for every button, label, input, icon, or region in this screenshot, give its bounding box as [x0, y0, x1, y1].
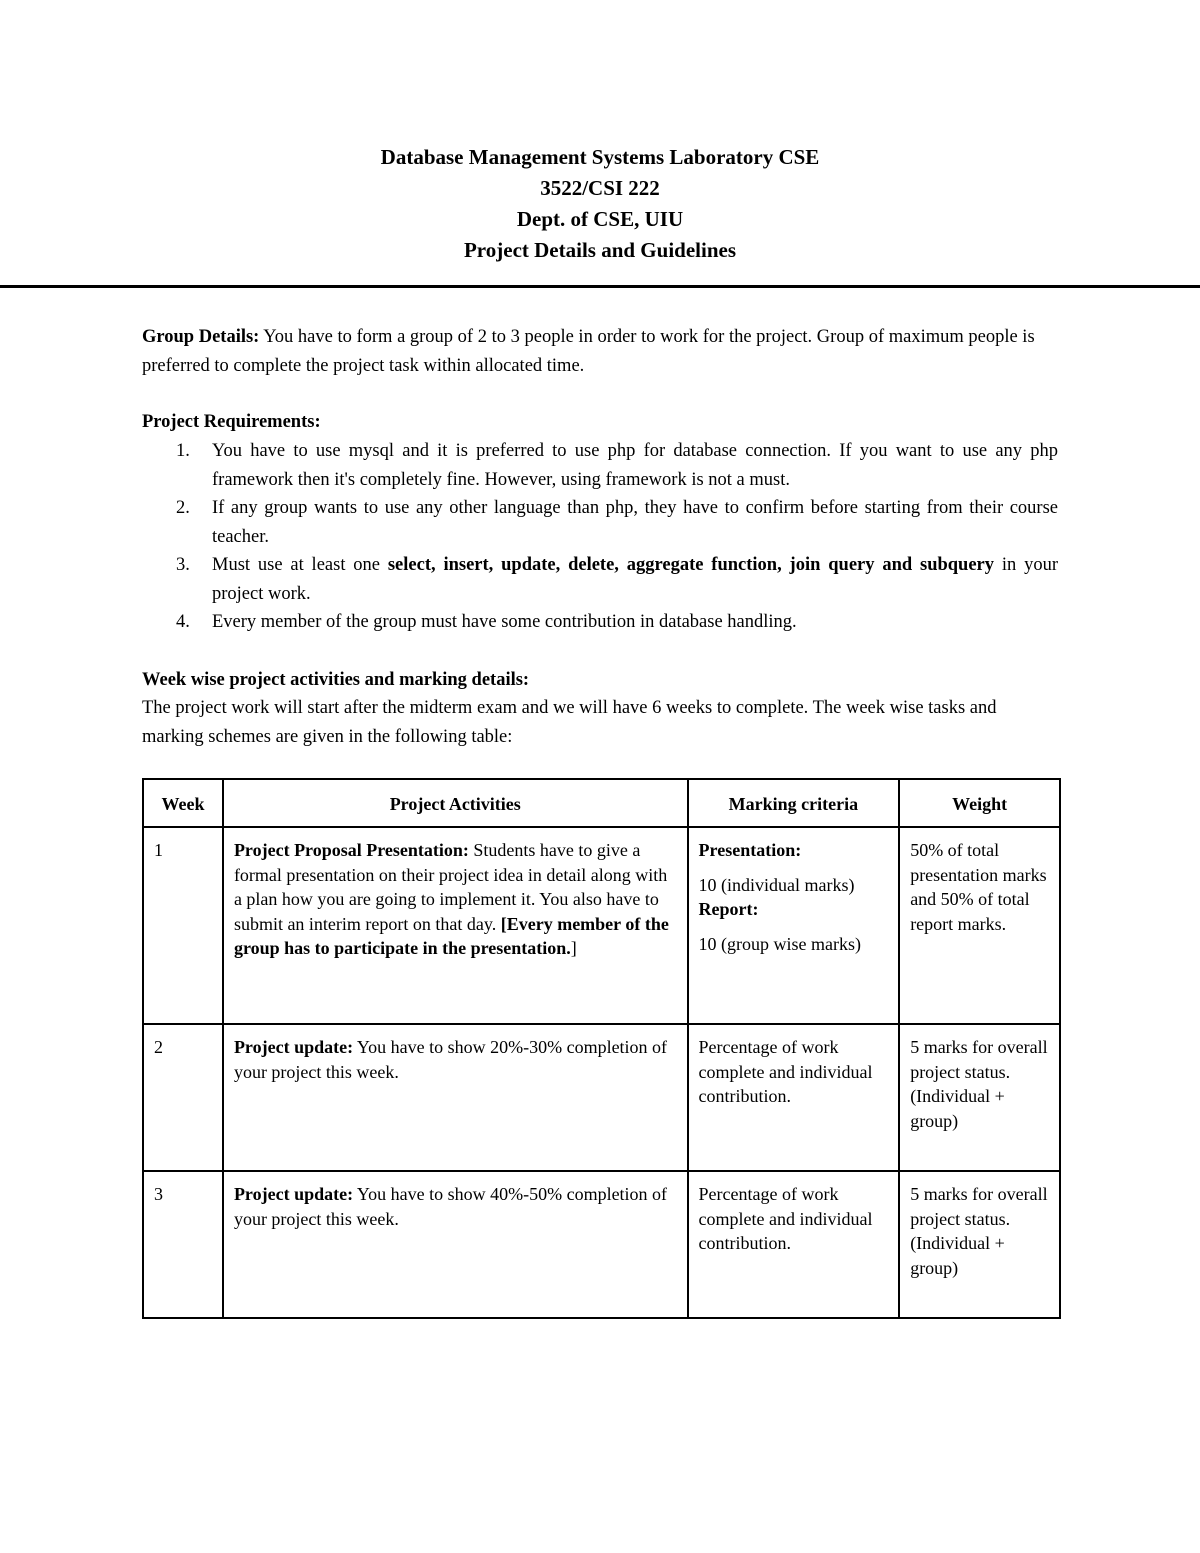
criteria-report-label: Report: — [698, 899, 759, 919]
cell-criteria: Percentage of work complete and individual contribution. — [688, 1171, 900, 1318]
cell-activity — [223, 1024, 688, 1171]
group-details-label: Group Details: — [142, 327, 260, 347]
requirement-number: 2. — [176, 498, 190, 518]
requirement-number: 1. — [176, 441, 190, 461]
activity-label: Project update: — [233, 1037, 354, 1057]
requirement-item — [142, 494, 1058, 551]
requirement-text-post: in your project work. — [212, 555, 1058, 604]
table-row — [143, 1171, 1060, 1318]
requirement-number: 3. — [176, 555, 190, 575]
requirement-number: 4. — [176, 612, 190, 632]
table-row — [143, 827, 1060, 1024]
criteria-report-marks: 10 (group wise marks) — [698, 933, 862, 954]
requirement-item — [142, 551, 1058, 608]
requirement-item — [142, 437, 1058, 494]
group-details-paragraph — [142, 323, 1058, 380]
title-course-code: 3522/CSI 222 — [540, 176, 660, 200]
title-divider — [0, 285, 1200, 288]
header-weight: Weight — [899, 779, 1060, 827]
requirement-text: If any group wants to use any other language than php, they have to confirm before starting from their course teacher. — [212, 498, 1058, 547]
criteria-presentation-label: Presentation: — [698, 840, 802, 860]
activity-tail: ] — [570, 938, 577, 958]
document-title — [0, 142, 1200, 266]
activity-text: You have to show 20%-30% completion of your project this week. — [233, 1037, 668, 1082]
requirements-list — [142, 437, 1058, 637]
cell-criteria: Percentage of work complete and individual contribution. — [688, 1024, 900, 1171]
activity-text: You have to show 40%-50% completion of your project this week. — [233, 1184, 668, 1229]
cell-weight: 5 marks for overall project status. (Individual + group) — [899, 1024, 1060, 1171]
requirement-item — [142, 608, 1058, 637]
requirement-text: You have to use mysql and it is preferred to use php for database connection. If you want to use any php framework then it's completely fine. However, using framework is not a must. — [212, 441, 1058, 490]
activity-text: Students have to give a formal presentation on their project idea in detail along with a plan how you are going to implement it. You also have to submit an interim report on that day. — [233, 840, 668, 934]
weekwise-heading: Week wise project activities and marking details: — [142, 670, 530, 690]
cell-weight: 50% of total presentation marks and 50% of total report marks. — [899, 827, 1060, 1024]
cell-criteria — [688, 827, 900, 1024]
title-department: Dept. of CSE, UIU — [516, 207, 684, 231]
activity-label: Project Proposal Presentation: — [233, 840, 469, 860]
header-project-activities: Project Activities — [223, 779, 688, 827]
cell-week: 2 — [143, 1024, 223, 1171]
table-row — [143, 1024, 1060, 1171]
header-marking-criteria: Marking criteria — [688, 779, 900, 827]
title-subject: Project Details and Guidelines — [463, 238, 736, 262]
cell-week: 1 — [143, 827, 223, 1024]
requirement-text-pre: Must use at least one — [212, 555, 388, 575]
requirements-heading: Project Requirements: — [142, 412, 321, 432]
activity-bold-note: [Every member of the group has to participate in the presentation. — [233, 913, 669, 958]
criteria-presentation-marks: 10 (individual marks) — [698, 874, 855, 895]
requirement-text: Every member of the group must have some contribution in database handling. — [212, 612, 797, 632]
cell-activity — [223, 1171, 688, 1318]
activity-label: Project update: — [233, 1184, 354, 1204]
weekwise-intro: The project work will start after the midterm exam and we will have 6 weeks to complete. The week wise tasks and marking schemes are given in the following table: — [142, 698, 997, 747]
requirement-text-bold: select, insert, update, delete, aggregate function, join query and subquery — [387, 555, 995, 575]
project-schedule-table — [142, 778, 1061, 1319]
table-header-row — [143, 779, 1060, 827]
cell-activity — [223, 827, 688, 1024]
title-course-name: Database Management Systems Laboratory CSE — [380, 145, 820, 169]
cell-weight: 5 marks for overall project status. (Individual + group) — [899, 1171, 1060, 1318]
header-week: Week — [143, 779, 223, 827]
cell-week: 3 — [143, 1171, 223, 1318]
group-details-text: You have to form a group of 2 to 3 people in order to work for the project. Group of maximum people is preferred to complete the project task within allocated time. — [142, 327, 1035, 376]
